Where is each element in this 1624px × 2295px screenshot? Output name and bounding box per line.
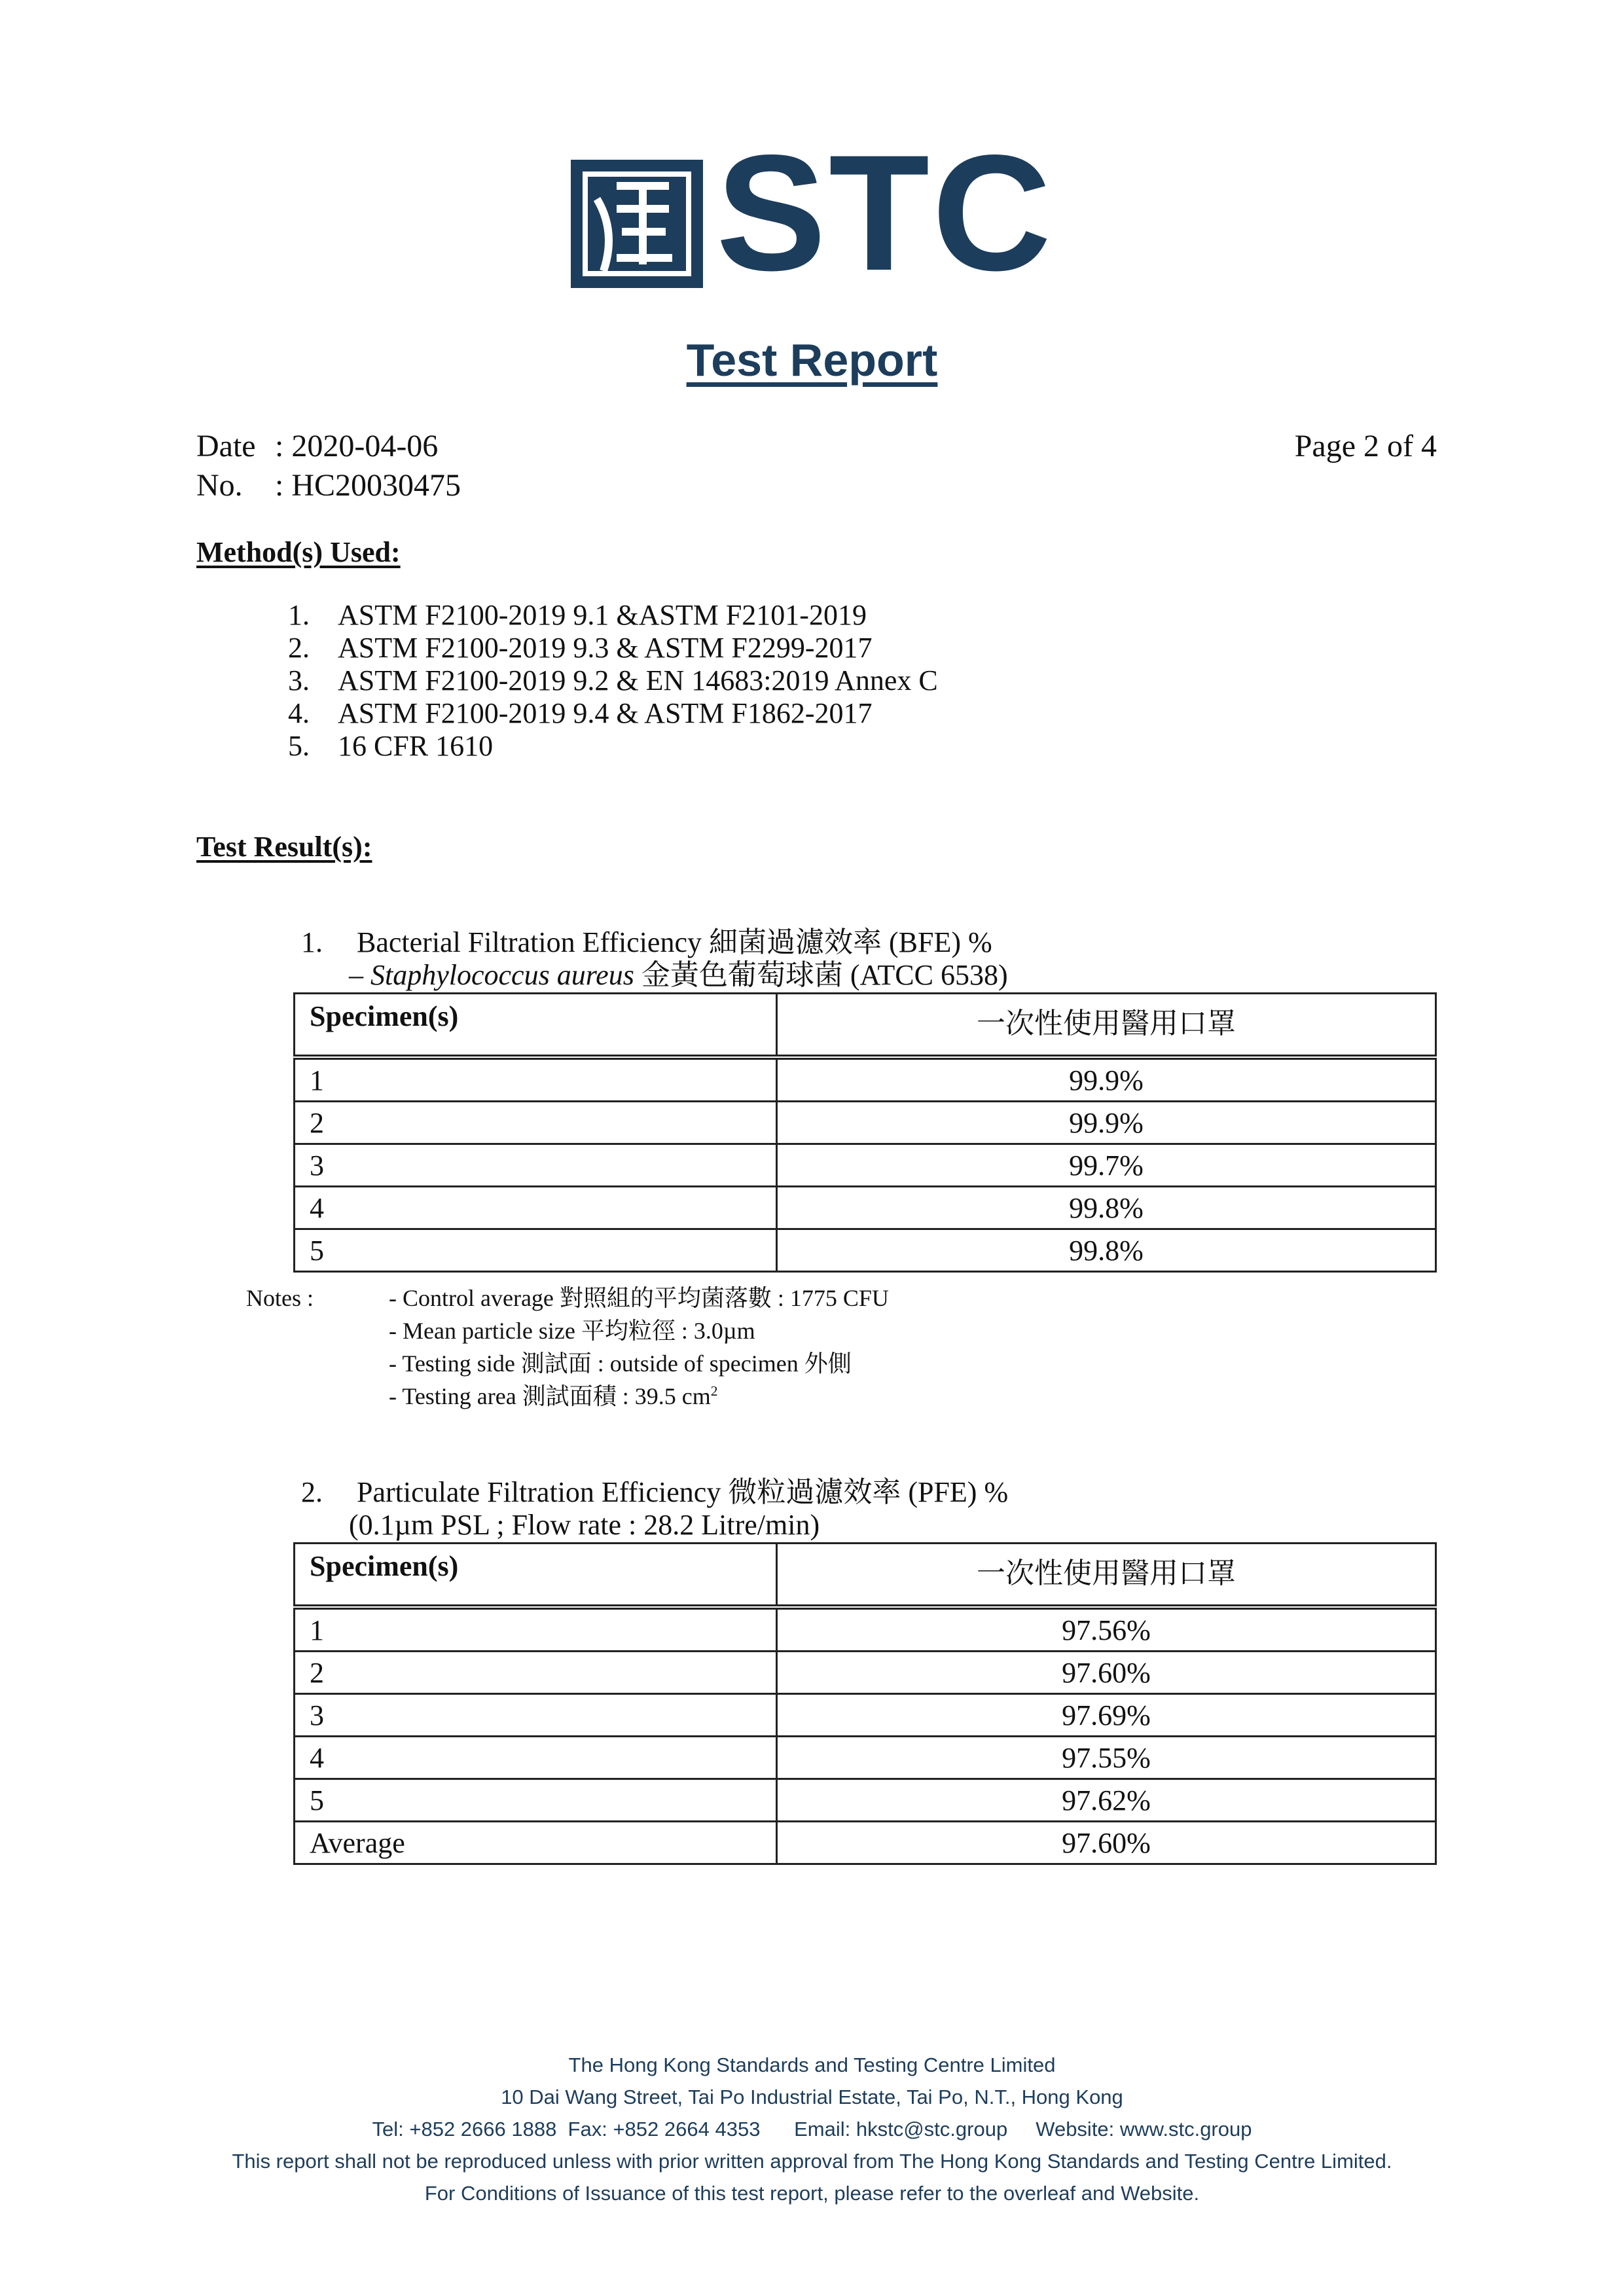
specimen-cell: 2 [295,1652,777,1694]
table-row [295,1694,1436,1737]
method-text: ASTM F2100-2019 9.4 & ASTM F1862-2017 [338,697,873,729]
specimen-cell: 5 [295,1229,777,1272]
footer-contact: Tel: +852 2666 1888 Fax: +852 2664 4353 Email: hkstc@stc.group Website: www.stc.group [372,2118,1252,2141]
specimen-cell: 1 [295,1057,777,1102]
table-row [295,1229,1436,1272]
col-header-product: 一次性使用醫用口罩 [777,994,1436,1058]
method-text: ASTM F2100-2019 9.1 &ASTM F2101-2019 [338,599,867,631]
report-title: Test Report [686,334,938,386]
table-header-row [295,1544,1436,1608]
footer-address: 10 Dai Wang Street, Tai Po Industrial Estate, Tai Po, N.T., Hong Kong [501,2086,1123,2108]
footer-conditions: For Conditions of Issuance of this test report, please refer to the overleaf and Website. [424,2182,1200,2205]
note-item [389,1380,889,1413]
specimen-cell: 2 [295,1102,777,1144]
method-number: 3. [288,664,310,696]
method-number: 4. [288,697,310,729]
footer-disclaimer: This report shall not be reproduced unless with prior written approval from The Hong Kong Standards and Testing Centre Limited. [232,2150,1392,2173]
value-cell: 97.69% [777,1694,1436,1737]
date-value: : 2020-04-06 [275,429,439,463]
stc-logo [571,121,1055,305]
value-cell: 97.62% [777,1779,1436,1822]
method-number: 5. [288,730,310,762]
stc-emblem-icon [571,160,703,288]
value-cell: 99.9% [777,1057,1436,1102]
footer-company: The Hong Kong Standards and Testing Centre Limited [568,2053,1056,2076]
stc-logo-text: STC [716,121,1054,305]
method-text: ASTM F2100-2019 9.3 & ASTM F2299-2017 [338,632,873,664]
results-heading: Test Result(s): [196,831,372,863]
pfe-number: 2. [301,1476,323,1508]
methods-list [288,599,938,763]
specimen-cell: Average [295,1822,777,1864]
col-header-product: 一次性使用醫用口罩 [777,1544,1436,1608]
table-row [295,1607,1436,1652]
value-cell: 97.60% [777,1652,1436,1694]
date-label: Date [196,429,256,463]
value-cell: 99.9% [777,1102,1436,1144]
report-number-value: : HC20030475 [275,468,461,503]
table-row [295,1779,1436,1822]
bfe-subtitle-prefix: – [349,959,370,991]
table-row [295,1057,1436,1102]
col-header-specimen: Specimen(s) [295,1544,777,1608]
value-cell: 99.7% [777,1144,1436,1187]
value-cell: 99.8% [777,1187,1436,1229]
bfe-number: 1. [301,926,323,958]
method-number: 1. [288,599,310,631]
value-cell: 97.56% [777,1607,1436,1652]
table-row-average [295,1822,1436,1864]
specimen-cell: 4 [295,1187,777,1229]
value-cell: 97.55% [777,1737,1436,1779]
table-row [295,1187,1436,1229]
note-item: - Testing side 測試面 : outside of specimen 外側 [389,1350,852,1377]
method-item [288,632,938,664]
method-item [288,697,938,730]
specimen-cell: 1 [295,1607,777,1652]
pfe-table [293,1542,1437,1865]
footer [0,2049,1624,2209]
notes-label: Notes : [246,1285,314,1311]
bfe-table [293,992,1437,1273]
method-item [288,730,938,763]
note-item: - Control average 對照組的平均菌落數 : 1775 CFU [389,1285,889,1311]
stc-logo-mark [571,160,703,288]
pfe-subtitle: (0.1µm PSL ; Flow rate : 28.2 Litre/min) [349,1509,820,1541]
table-header-row [295,994,1436,1058]
value-cell: 97.60% [777,1822,1436,1864]
method-item [288,599,938,632]
table-row [295,1737,1436,1779]
bfe-organism: Staphylococcus aureus [370,959,634,991]
note-item: - Mean particle size 平均粒徑 : 3.0µm [389,1318,755,1344]
method-text: 16 CFR 1610 [338,730,494,762]
col-header-specimen: Specimen(s) [295,994,777,1058]
report-number-label: No. [196,468,243,503]
specimen-cell: 3 [295,1694,777,1737]
pfe-title: Particulate Filtration Efficiency 微粒過濾效率 (PFE) % [357,1476,1009,1508]
specimen-cell: 5 [295,1779,777,1822]
page-number: Page 2 of 4 [1294,429,1437,463]
bfe-subtitle-rest: 金黃色葡萄球菌 (ATCC 6538) [634,959,1008,991]
method-item [288,664,938,697]
bfe-title: Bacterial Filtration Efficiency 細菌過濾效率 (BFE) % [357,926,992,958]
methods-heading: Method(s) Used: [196,536,401,568]
method-text: ASTM F2100-2019 9.2 & EN 14683:2019 Annex C [338,664,938,696]
specimen-cell: 4 [295,1737,777,1779]
table-row [295,1652,1436,1694]
method-number: 2. [288,632,310,664]
notes-list [389,1282,889,1413]
table-row [295,1102,1436,1144]
specimen-cell: 3 [295,1144,777,1187]
value-cell: 99.8% [777,1229,1436,1272]
table-row [295,1144,1436,1187]
bfe-subtitle [349,959,1008,992]
note-area-superscript: 2 [710,1383,718,1399]
note-area-text: - Testing area 測試面積 : 39.5 cm [389,1383,711,1409]
